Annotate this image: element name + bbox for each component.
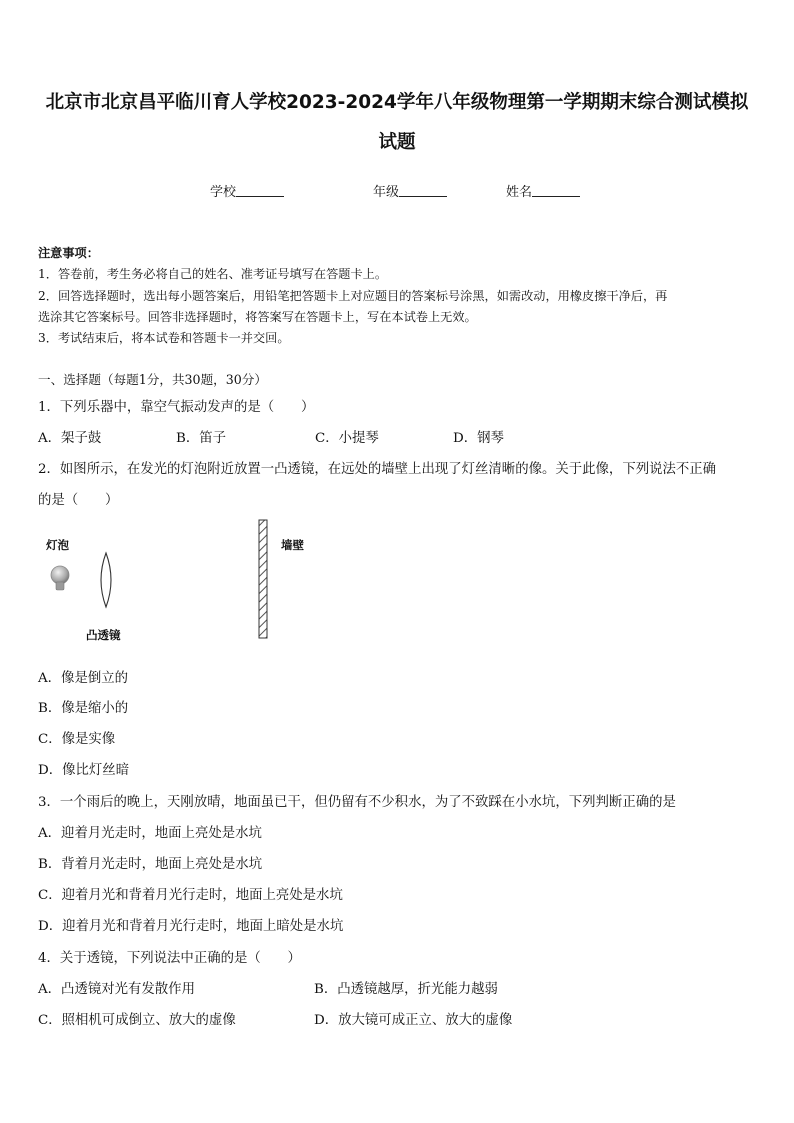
optics-figure	[40, 515, 280, 645]
question-2-option-c: C．像是实像	[38, 732, 116, 747]
question-4-option-b: B．凸透镜越厚，折光能力越弱	[314, 982, 498, 997]
lightbulb-icon	[51, 566, 69, 590]
wall	[259, 520, 267, 638]
convex-lens	[101, 553, 111, 607]
bulb-label: 灯泡	[46, 538, 69, 552]
question-1-option-c: C．小提琴	[315, 431, 379, 446]
question-4-option-c: C．照相机可成倒立、放大的虚像	[38, 1013, 236, 1028]
question-3-option-a: A．迎着月光走时，地面上亮处是水坑	[38, 826, 262, 841]
school-label: 学校	[210, 185, 237, 200]
note-item: 3．考试结束后，将本试卷和答题卡一并交回。	[38, 331, 290, 345]
page-title-continued: 试题	[378, 132, 416, 153]
school-field	[210, 181, 284, 200]
wall-label: 墙壁	[281, 538, 304, 552]
name-blank	[532, 183, 580, 197]
question-3-option-d: D．迎着月光和背着月光行走时，地面上暗处是水坑	[38, 919, 344, 934]
lens-label: 凸透镜	[86, 628, 121, 642]
section-heading: 一、选择题（每题1分，共30题，30分）	[38, 372, 267, 387]
question-4-option-a: A．凸透镜对光有发散作用	[38, 982, 195, 997]
question-1-option-a: A．架子鼓	[38, 431, 102, 446]
name-field	[506, 181, 580, 200]
notes-heading: 注意事项：	[38, 246, 99, 260]
grade-field	[373, 181, 447, 200]
note-item: 选涂其它答案标号。回答非选择题时，将答案写在答题卡上，写在本试卷上无效。	[38, 310, 477, 324]
grade-label: 年级	[373, 185, 400, 200]
question-3-option-c: C．迎着月光和背着月光行走时，地面上亮处是水坑	[38, 888, 343, 903]
note-item: 1．答卷前，考生务必将自己的姓名、准考证号填写在答题卡上。	[38, 267, 388, 281]
question-3-option-b: B．背着月光走时，地面上亮处是水坑	[38, 857, 263, 872]
question-3-stem: 3．一个雨后的晚上，天刚放晴，地面虽已干，但仍留有不少积水，为了不致踩在小水坑，下列判断正确的是	[38, 795, 676, 810]
school-blank	[236, 183, 284, 197]
name-label: 姓名	[506, 185, 533, 200]
page-title: 北京市北京昌平临川育人学校2023-2024学年八年级物理第一学期期末综合测试模拟	[45, 92, 749, 113]
question-2-option-d: D．像比灯丝暗	[38, 763, 130, 778]
question-4-option-d: D．放大镜可成正立、放大的虚像	[314, 1013, 513, 1028]
question-4-stem: 4．关于透镜，下列说法中正确的是（ ）	[38, 951, 301, 966]
question-2-stem: 2．如图所示，在发光的灯泡附近放置一凸透镜，在远处的墙壁上出现了灯丝清晰的像。关于此像，下列说法不正确	[38, 462, 717, 477]
note-item: 2．回答选择题时，选出每小题答案后，用铅笔把答题卡上对应题目的答案标号涂黑，如需改动，用橡皮擦干净后，再	[38, 289, 668, 303]
grade-blank	[399, 183, 447, 197]
question-2-stem-continued: 的是（ ）	[38, 493, 119, 508]
question-1-option-d: D．钢琴	[453, 431, 504, 446]
question-1-stem: 1．下列乐器中，靠空气振动发声的是（ ）	[38, 400, 315, 415]
question-2-option-b: B．像是缩小的	[38, 701, 129, 716]
question-1-option-b: B．笛子	[176, 431, 227, 446]
question-2-option-a: A．像是倒立的	[38, 671, 129, 686]
